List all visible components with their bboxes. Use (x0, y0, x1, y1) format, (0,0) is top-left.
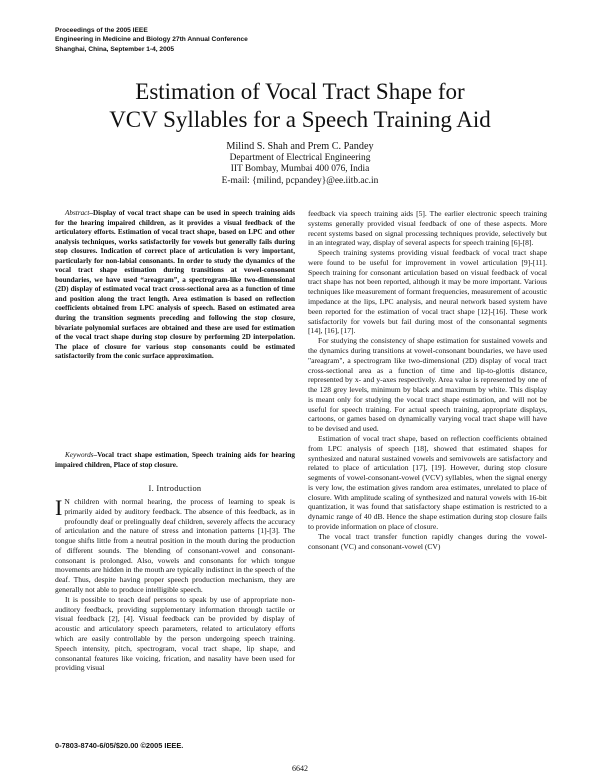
right-paragraph-3: For studying the consistency of shape estimation for sustained vowels and the dynamics during transitions at vowel-consonant boundaries, we have used "areagram", a spectrogram like two-dimensional (2D) display of vocal tract cross-sectional area as a function of time and lip-to-glottis distance, represented by x- and y-axes respectively. Area value is represented by one of the 128 grey levels, minimum by black and maximum by white. This display is meant only for studying the vocal tract shape estimation, and will not be useful for speech training. For actual speech training, appropriate displays, cartoons, or games based on dynamically varying vocal tract shape will have to be devised and used. (308, 336, 547, 434)
right-paragraph-4: Estimation of vocal tract shape, based on reflection coefficients obtained from LPC analysis of speech [18], showed that estimated shapes for synthesized and natural sustained vowels and semivowels are satisfactory and related to place of articulation [17], [19]. However, during stop closure segments of vowel-consonant-vowel (VCV) syllables, when the signal energy is very low, the estimation gives random area estimates, unrelated to place of closure. With amplitude scaling of synthesized and natural vowels with 16-bit quantization, it was found that satisfactory shape estimation is restricted to a dynamic range of 40 dB. Hence the shape estimation during stop closure fails to provide information on place of closure. (308, 433, 547, 531)
paper-title (40, 78, 560, 134)
intro-paragraph-1: N children with normal hearing, the process of learning to speak is primarily aided by auditory feedback. The absence of this feedback, as in profoundly deaf or prelingually deaf children, severely affects the accuracy of articulation and the nature of stress and intonation patterns [1]-[3]. The tongue shifts little from a neutral position in the mouth during the production of different sounds. The blending of consonant-vowel and consonant-consonant is prolonged. Also, vowels and consonants for which tongue movements are hidden in the mouth are typically indistinct in the speech of the deaf. Thus, despite having proper speech production mechanism, they are generally not able to produce intelligible speech. (55, 497, 295, 595)
keywords (55, 451, 295, 470)
abstract (55, 209, 295, 362)
author-institution: IIT Bombay, Mumbai 400 076, India (230, 164, 370, 175)
drop-cap: I (55, 495, 63, 520)
proceedings-line-3: Shanghai, China, September 1-4, 2005 (55, 45, 175, 53)
author-department: Department of Electrical Engineering (229, 152, 371, 163)
intro-paragraph-2: It is possible to teach deaf persons to speak by use of appropriate non-auditory feedback, providing supplementary information through tactile or visual feedback [2], [4]. Visual feedback can be provided by display of acoustic and articulatory speech parameters, related to articulatory efforts which are easily controllable by the person undergoing speech training. Speech intensity, pitch, spectrogram, vocal tract shape, lip shape, and consonantal features like voicing, frication, and nasality have been used for providing visual (55, 594, 295, 673)
abstract-label: Abstract (65, 209, 90, 217)
right-paragraph-1: feedback via speech training aids [5]. The earlier electronic speech training systems generally provided visual feedback of one of these aspects. More recent systems based on signal processing techniques provide, selectively but in an integrated way, display of several aspects for speech training [6]-[8]. (308, 209, 547, 248)
copyright-footer: 0-7803-8740-6/05/$20.00 ©2005 IEEE. (55, 741, 184, 750)
section-heading-introduction: I. Introduction (148, 484, 202, 493)
introduction-body (55, 497, 295, 673)
author-email: E-mail: {milind, pcpandey}@ee.iitb.ac.in (221, 175, 379, 186)
proceedings-line-1: Proceedings of the 2005 IEEE (55, 27, 148, 34)
keywords-label: Keywords (65, 451, 94, 459)
abstract-text: –Display of vocal tract shape can be used in speech training aids for the hearing impaired children, as it provides a visual feedback of the articulatory efforts. Estimation of vocal tract shape, based on LPC and other analysis techniques, works satisfactorily for vowels but generally fails during stop closures. Indication of correct place of articulation is very important, particularly for non-labial consonants. In order to study the dynamics of the vocal tract shape estimation during transitions at vowel-consonant boundaries, we have used “areagram”, a spectrogram-like two-dimensional (2D) display of estimated vocal tract cross-sectional area as a function of time and position along the tract length. Area estimation is based on reflection coefficients obtained from LPC analysis of speech. Based on estimated area during the transition segments preceding and following the stop closure, bivariate polynomial surfaces are obtained and these are used for estimation of the vocal tract shape during stop closure by performing 2D interpolation. The place of closure for various stop consonants could be estimated satisfactorily from the conic surface approximation. (55, 209, 295, 361)
right-paragraph-2: Speech training systems providing visual feedback of vocal tract shape were found to be useful for improvement in vowel articulation [9]-[11]. Speech training for consonant articulation based on visual feedback of vocal tract shape has not been reported, although it may be more important. Various techniques like measurement of formant frequencies, measurement of acoustic impedance at the lips, LPC analysis, and neural network based system have been reported for the estimation of vocal tract shape [12]-[16]. These work satisfactorily for vowels but fail during most of the consonantal segments [14], [16], [17]. (308, 248, 547, 336)
keywords-text: –Vocal tract shape estimation, Speech training aids for hearing impaired children, Place of stop closure. (55, 451, 295, 469)
proceedings-line-2: Engineering in Medicine and Biology 27th Annual Conference (55, 36, 248, 44)
page-number: 6642 (292, 764, 308, 773)
title-line-2: VCV Syllables for a Speech Training Aid (109, 107, 491, 132)
author-block (100, 141, 500, 187)
author-names: Milind S. Shah and Prem C. Pandey (226, 141, 374, 152)
proceedings-header (55, 26, 355, 54)
right-column (308, 209, 547, 551)
right-paragraph-5: The vocal tract transfer function rapidly changes during the vowel-consonant (VC) and consonant-vowel (CV) (308, 531, 547, 551)
title-line-1: Estimation of Vocal Tract Shape for (135, 79, 465, 104)
